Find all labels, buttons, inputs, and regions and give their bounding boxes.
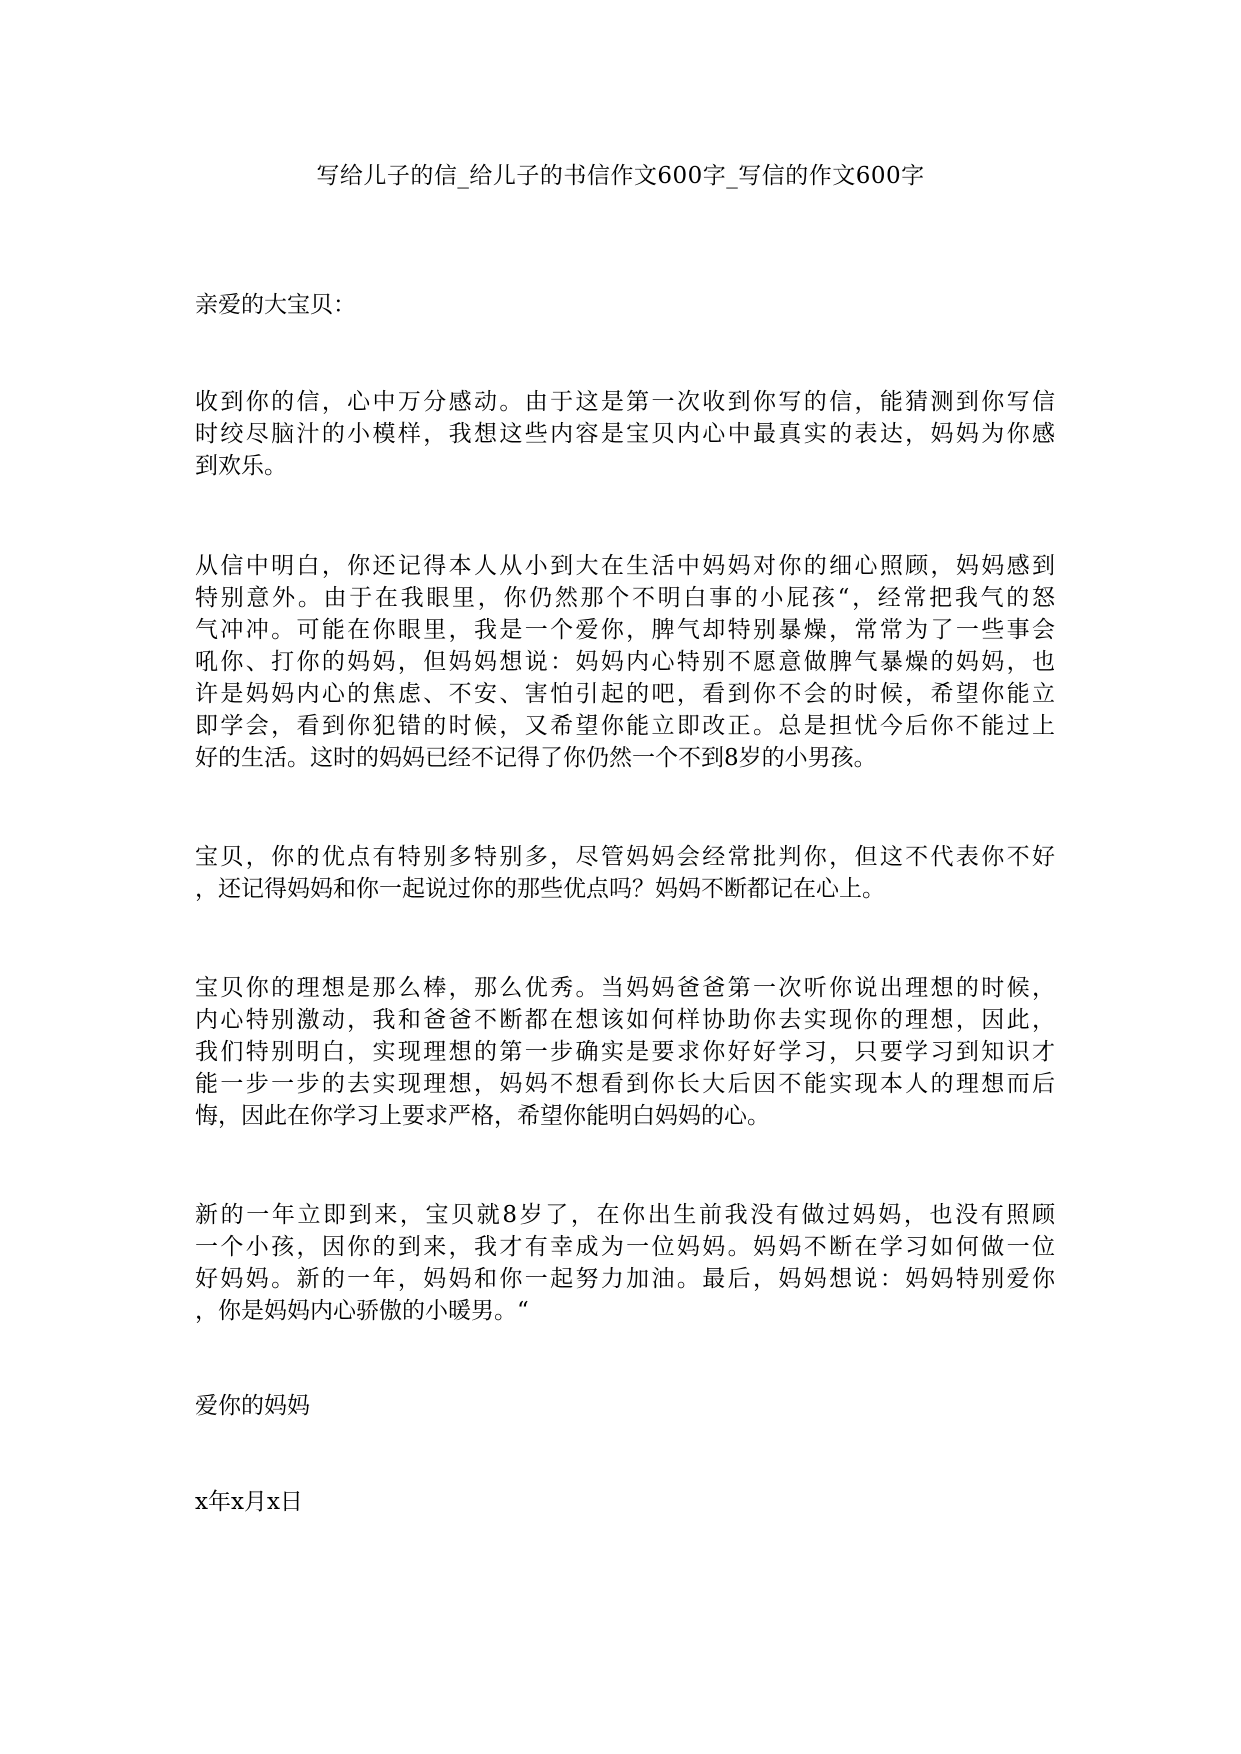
paragraph-line: 许是妈妈内心的焦虑、不安、害怕引起的吧，看到你不会的时候，希望你能立	[195, 681, 1055, 707]
salutation: 亲爱的大宝贝：	[195, 292, 356, 318]
document-title: 写给儿子的信_给儿子的书信作文600字_写信的作文600字	[316, 163, 925, 189]
paragraph-4	[195, 972, 1055, 1132]
paragraph-line: 悔，因此在你学习上要求严格，希望你能明白妈妈的心。	[195, 1103, 770, 1129]
paragraph-line: 特别意外。由于在我眼里，你仍然那个不明白事的小屁孩“，经常把我气的怒	[195, 585, 1055, 611]
paragraph-line: 气冲冲。可能在你眼里，我是一个爱你，脾气却特别暴燥，常常为了一些事会	[195, 617, 1055, 643]
paragraph-line: 收到你的信，心中万分感动。由于这是第一次收到你写的信，能猜测到你写信	[195, 389, 1055, 415]
paragraph-line: 能一步一步的去实现理想，妈妈不想看到你长大后因不能实现本人的理想而后	[195, 1071, 1055, 1097]
paragraph-line: 吼你、打你的妈妈，但妈妈想说：妈妈内心特别不愿意做脾气暴燥的妈妈，也	[195, 649, 1055, 675]
paragraph-5	[195, 1199, 1055, 1327]
paragraph-line: ，还记得妈妈和你一起说过你的那些优点吗？妈妈不断都记在心上。	[195, 876, 885, 902]
paragraph-line: 到欢乐。	[195, 453, 287, 479]
paragraph-line: 新的一年立即到来，宝贝就8岁了，在你出生前我没有做过妈妈，也没有照顾	[195, 1202, 1055, 1228]
paragraph-line: ，你是妈妈内心骄傲的小暖男。“	[195, 1298, 529, 1324]
paragraph-line: 一个小孩，因你的到来，我才有幸成为一位妈妈。妈妈不断在学习如何做一位	[195, 1234, 1055, 1260]
paragraph-line: 从信中明白，你还记得本人从小到大在生活中妈妈对你的细心照顾，妈妈感到	[195, 553, 1055, 579]
closing-signature: 爱你的妈妈	[195, 1393, 310, 1419]
paragraph-2	[195, 550, 1055, 774]
paragraph-line: 宝贝你的理想是那么棒，那么优秀。当妈妈爸爸第一次听你说出理想的时候，	[195, 975, 1055, 1001]
paragraph-line: 宝贝，你的优点有特别多特别多，尽管妈妈会经常批判你，但这不代表你不好	[195, 844, 1055, 870]
paragraph-line: 时绞尽脑汁的小模样，我想这些内容是宝贝内心中最真实的表达，妈妈为你感	[195, 421, 1055, 447]
paragraph-line: 好妈妈。新的一年，妈妈和你一起努力加油。最后，妈妈想说：妈妈特别爱你	[195, 1266, 1055, 1292]
paragraph-line: 好的生活。这时的妈妈已经不记得了你仍然一个不到8岁的小男孩。	[195, 745, 877, 771]
paragraph-line: 内心特别激动，我和爸爸不断都在想该如何样协助你去实现你的理想，因此，	[195, 1007, 1055, 1033]
paragraph-line: 即学会，看到你犯错的时候，又希望你能立即改正。总是担忧今后你不能过上	[195, 713, 1055, 739]
paragraph-1	[195, 386, 1055, 482]
paragraph-3	[195, 841, 1055, 905]
letter-date: x年x月x日	[195, 1489, 303, 1515]
paragraph-line: 我们特别明白，实现理想的第一步确实是要求你好好学习，只要学习到知识才	[195, 1039, 1055, 1065]
